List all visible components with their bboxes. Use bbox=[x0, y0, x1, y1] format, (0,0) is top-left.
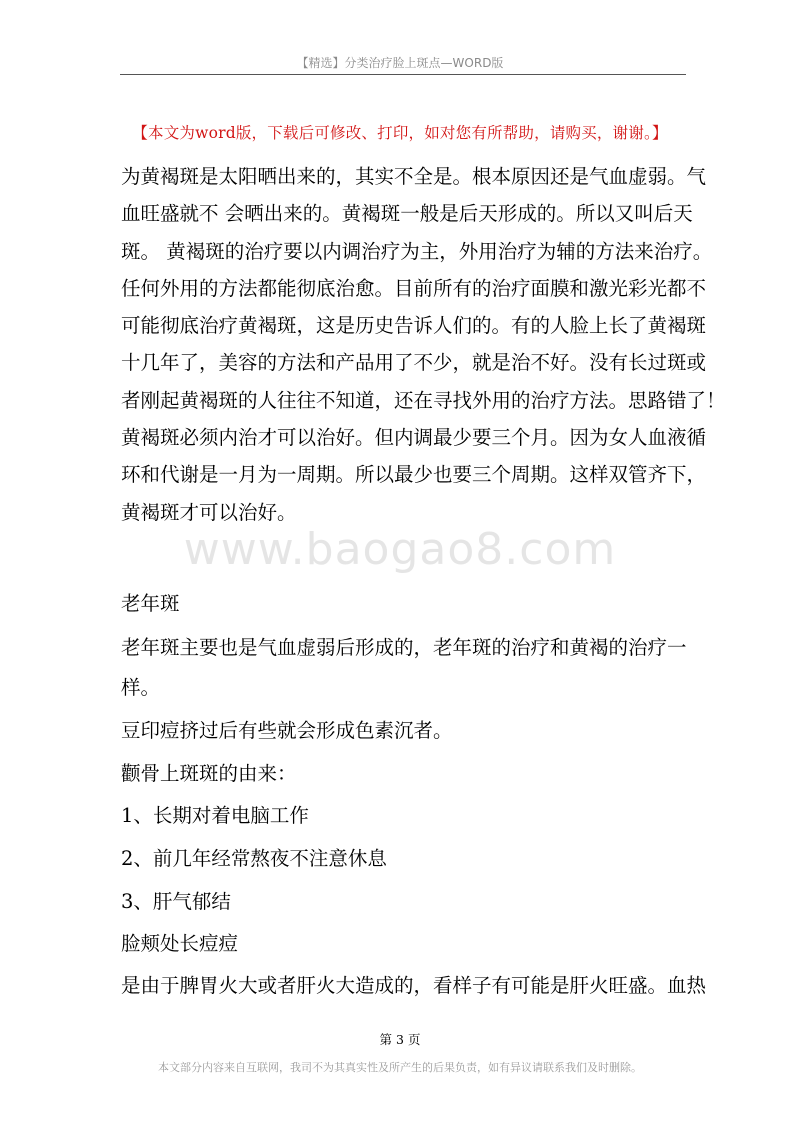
page-header: 【精选】分类治疗脸上斑点—WORD版 bbox=[296, 56, 504, 70]
paragraph-line: 十几年了，美容的方法和产品用了不少，就是治不好。没有长过斑或 bbox=[121, 351, 707, 375]
paragraph-line: 黄褐斑必须内治才可以治好。但内调最少要三个月。因为女人血液循 bbox=[121, 426, 707, 450]
paragraph-line: 者刚起黄褐斑的人往往不知道，还在寻找外用的治疗方法。思路错了！ bbox=[121, 388, 726, 412]
laonian-line-1: 老年斑主要也是气血虚弱后形成的，老年斑的治疗和黄褐的治疗一 bbox=[121, 636, 687, 659]
paragraph-line: 为黄褐斑是太阳晒出来的，其实不全是。根本原因还是气血虚弱。气 bbox=[121, 165, 707, 188]
paragraph-line: 斑。 黄褐斑的治疗要以内调治疗为主，外用治疗为辅的方法来治疗。 bbox=[121, 239, 713, 263]
paragraph-line: 任何外用的方法都能彻底治愈。目前所有的治疗面膜和激光彩光都不 bbox=[121, 276, 707, 300]
body-paragraph bbox=[121, 158, 726, 531]
laonian-line-2: 样。 bbox=[121, 676, 161, 699]
cause-item-2: 2、前几年经常熬夜不注意休息 bbox=[121, 847, 387, 870]
paragraph-line: 血旺盛就不 会晒出来的。黄褐斑一般是后天形成的。所以又叫后天 bbox=[121, 202, 693, 226]
paragraph-line: 可能彻底治疗黄褐斑，这是历史告诉人们的。有的人脸上长了黄褐斑 bbox=[121, 314, 707, 338]
page-number: 第 3 页 bbox=[379, 1032, 421, 1047]
watermark: www.baogao8.com bbox=[183, 524, 617, 575]
cause-item-1: 1、长期对着电脑工作 bbox=[121, 804, 309, 827]
cause-item-3: 3、肝气郁结 bbox=[121, 890, 231, 913]
paragraph-line: 黄褐斑才可以治好。 bbox=[121, 500, 297, 524]
notice-banner: 【本文为word版，下载后可修改、打印，如对您有所帮助，请购买，谢谢。】 bbox=[132, 124, 668, 142]
footer-disclaimer: 本文部分内容来自互联网，我司不为其真实性及所产生的后果负责，如有异议请联系我们及时删除。 bbox=[158, 1061, 642, 1074]
douyin-line: 豆印痘挤过后有些就会形成色素沉者。 bbox=[121, 719, 453, 742]
heading-laonian: 老年斑 bbox=[121, 592, 180, 615]
heading-lianjia: 脸颊处长痘痘 bbox=[121, 932, 239, 955]
lianjia-line: 是由于脾胃火大或者肝火大造成的，看样子有可能是肝火旺盛。血热 bbox=[121, 974, 707, 997]
header-rule bbox=[120, 74, 686, 75]
paragraph-line: 环和代谢是一月为一周期。所以最少也要三个周期。这样双管齐下， bbox=[121, 463, 707, 487]
quangu-heading: 颧骨上斑斑的由来： bbox=[121, 762, 297, 785]
